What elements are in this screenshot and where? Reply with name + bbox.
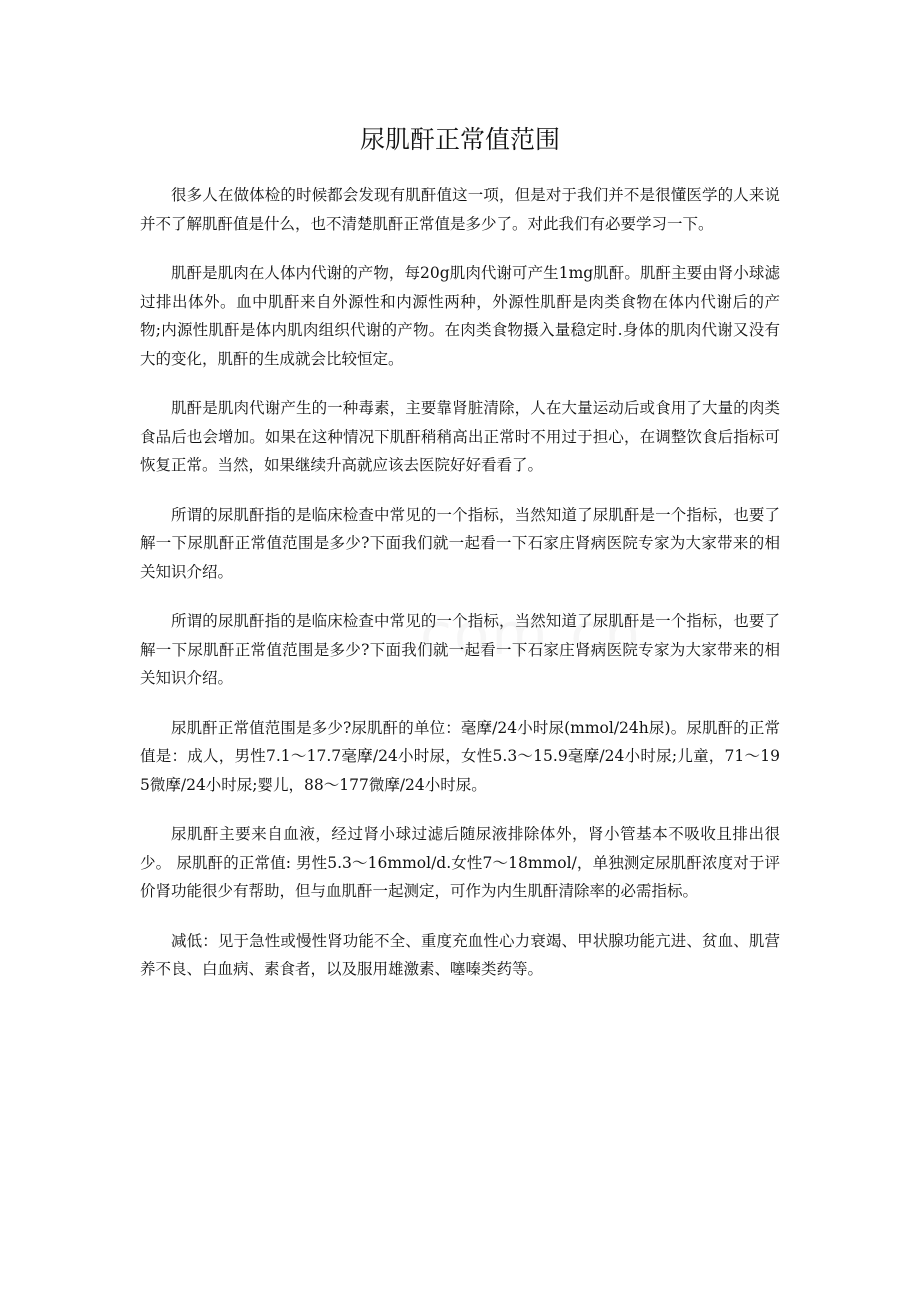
paragraph-source-and-values: 尿肌酐主要来自血液，经过肾小球过滤后随尿液排除体外，肾小管基本不吸收且排出很少。 尿肌酐的正常值: 男性5.3～16mmol/d.女性7～18mmol/，单独测定尿肌酐浓度对于评价肾功能很少有帮助，但与血肌酐一起测定，可作为内生肌酐清除率的必需指标。: [140, 825, 780, 900]
document-title: 尿肌酐正常值范围: [359, 125, 560, 154]
paragraph-normal-range: 尿肌酐正常值范围是多少?尿肌酐的单位：毫摩/24小时尿(mmol/24h尿)。尿肌酐的正常值是：成人，男性7.1～17.7毫摩/24小时尿，女性5.3～15.9毫摩/24小时尿;儿童，71～195微摩/24小时尿;婴儿，88～177微摩/24小时尿。: [140, 718, 780, 794]
paragraph-decrease-causes: 减低：见于急性或慢性肾功能不全、重度充血性心力衰竭、甲状腺功能亢进、贫血、肌营养不良、白血病、素食者，以及服用雄激素、噻嗪类药等。: [140, 931, 780, 978]
paragraph-urine-creatinine-indicator: 所谓的尿肌酐指的是临床检查中常见的一个指标，当然知道了尿肌酐是一个指标，也要了解一下尿肌酐正常值范围是多少?下面我们就一起看一下石家庄肾病医院专家为大家带来的相关知识介绍。: [140, 505, 780, 581]
paragraph-urine-creatinine-indicator-repeat: 所谓的尿肌酐指的是临床检查中常见的一个指标，当然知道了尿肌酐是一个指标，也要了解一下尿肌酐正常值范围是多少?下面我们就一起看一下石家庄肾病医院专家为大家带来的相关知识介绍。: [140, 612, 780, 687]
paragraph-creatinine-toxin: 肌酐是肌肉代谢产生的一种毒素，主要靠肾脏清除，人在大量运动后或食用了大量的肉类食品后也会增加。如果在这种情况下肌酐稍稍高出正常时不用过于担心，在调整饮食后指标可恢复正常。当然，如果继续升高就应该去医院好好看看了。: [140, 399, 780, 474]
paragraph-creatinine-definition: 肌酐是肌肉在人体内代谢的产物，每20g肌肉代谢可产生1mg肌酐。肌酐主要由肾小球滤过排出体外。血中肌酐来自外源性和内源性两种，外源性肌酐是肉类食物在体内代谢后的产物;内源性肌酐是体内肌肉组织代谢的产物。在肉类食物摄入量稳定时.身体的肌肉代谢又没有大的变化，肌酐的生成就会比较恒定。: [140, 264, 780, 368]
paragraph-intro: 很多人在做体检的时候都会发现有肌酐值这一项，但是对于我们并不是很懂医学的人来说并不了解肌酐值是什么，也不清楚肌酐正常值是多少了。对此我们有必要学习一下。: [140, 186, 780, 233]
